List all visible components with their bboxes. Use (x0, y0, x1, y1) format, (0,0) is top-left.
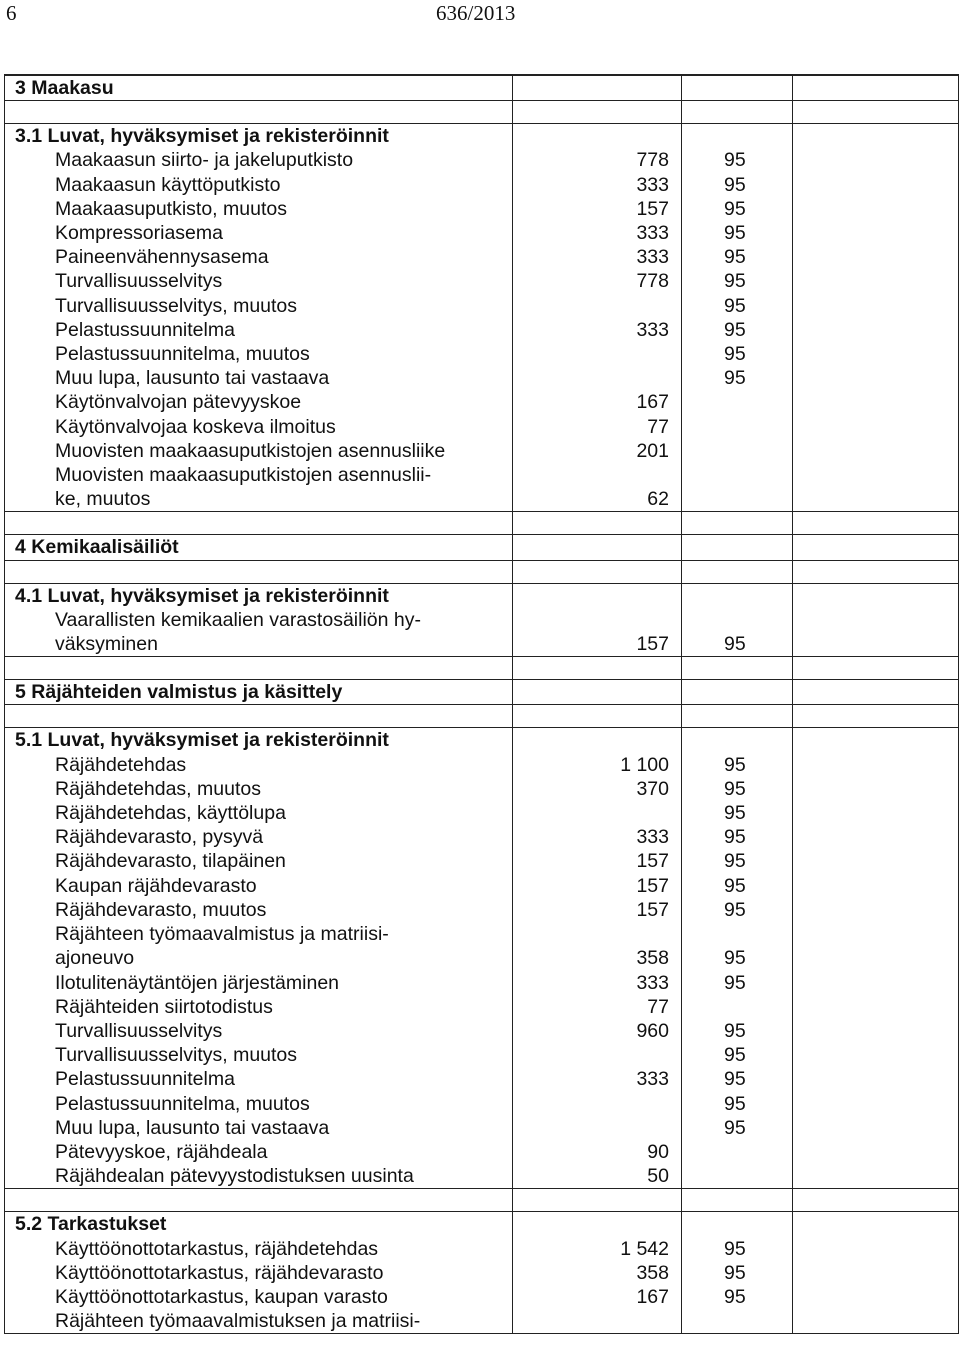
table-row (5, 1116, 958, 1140)
empty-cell (5, 101, 512, 123)
section-heading-row (5, 123, 958, 148)
fee-value: 157 (512, 898, 681, 922)
row-label: Räjähdetehdas (55, 753, 187, 776)
row-label: Kompressoriasema (55, 222, 223, 245)
empty-cell (512, 584, 681, 608)
fee-value: 90 (512, 1140, 681, 1164)
table-row (5, 922, 958, 946)
row-label: Turvallisuusselvitys (55, 270, 223, 293)
empty-cell (792, 753, 958, 777)
empty-cell (681, 584, 792, 608)
percentage-value: 95 (681, 971, 792, 995)
percentage-value (681, 922, 792, 946)
fee-value: 333 (512, 173, 681, 197)
row-label: Pelastussuunnitelma (55, 1068, 235, 1091)
row-label: Maakaasun siirto- ja jakeluputkisto (55, 149, 354, 172)
row-label: Käyttöönottotarkastus, räjähdetehdas (55, 1237, 379, 1260)
empty-cell (792, 1067, 958, 1091)
section-heading: 3.1 Luvat, hyväksymiset ja rekisteröinnit (15, 125, 389, 148)
percentage-value: 95 (681, 245, 792, 269)
table-row (5, 1043, 958, 1067)
percentage-value: 95 (681, 1237, 792, 1261)
table-row (5, 173, 958, 197)
empty-cell (681, 512, 792, 534)
section-heading-row (5, 534, 958, 559)
empty-cell (5, 1189, 512, 1211)
fee-value: 333 (512, 825, 681, 849)
table-row (5, 849, 958, 873)
table-row (5, 1261, 958, 1285)
empty-cell (792, 101, 958, 123)
fee-value: 333 (512, 971, 681, 995)
row-label: Räjähdevarasto, pysyvä (55, 826, 264, 849)
percentage-value: 95 (681, 898, 792, 922)
empty-cell (792, 1189, 958, 1211)
percentage-value: 95 (681, 777, 792, 801)
empty-cell (792, 705, 958, 727)
fee-value (512, 922, 681, 946)
fee-value (512, 366, 681, 390)
table-row (5, 1309, 958, 1334)
row-label: Muovisten maakaasuputkistojen asennuslii- (55, 464, 432, 487)
table-row (5, 971, 958, 995)
empty-cell (792, 874, 958, 898)
percentage-value: 95 (681, 1116, 792, 1140)
percentage-value (681, 415, 792, 439)
percentage-value (681, 439, 792, 463)
table-row (5, 342, 958, 366)
empty-cell (792, 342, 958, 366)
fee-value: 778 (512, 148, 681, 172)
empty-cell (792, 1261, 958, 1285)
fee-value: 157 (512, 874, 681, 898)
fee-table (4, 74, 959, 1334)
empty-cell (792, 680, 958, 704)
fee-value (512, 342, 681, 366)
row-label: Käyttöönottotarkastus, räjähdevarasto (55, 1261, 384, 1284)
fee-value (512, 463, 681, 487)
fee-value (512, 294, 681, 318)
section-heading: 4.1 Luvat, hyväksymiset ja rekisteröinnit (15, 584, 389, 607)
percentage-value: 95 (681, 366, 792, 390)
empty-cell (792, 318, 958, 342)
empty-cell (792, 584, 958, 608)
empty-cell (512, 680, 681, 704)
empty-cell (792, 657, 958, 679)
fee-value (512, 1116, 681, 1140)
row-label: Räjähteen työmaavalmistus ja matriisi- (55, 923, 389, 946)
table-row (5, 487, 958, 511)
row-label: Räjähdetehdas, muutos (55, 777, 261, 800)
empty-cell (681, 680, 792, 704)
empty-cell (512, 512, 681, 534)
empty-cell (792, 221, 958, 245)
empty-cell (792, 390, 958, 414)
empty-cell (792, 245, 958, 269)
section-heading-row (5, 75, 958, 100)
table-row (5, 269, 958, 293)
row-label: Pelastussuunnitelma, muutos (55, 1092, 310, 1115)
row-label: Muu lupa, lausunto tai vastaava (55, 1116, 330, 1139)
spacer-row (5, 1188, 958, 1211)
empty-cell (681, 657, 792, 679)
empty-cell (792, 1019, 958, 1043)
fee-value: 333 (512, 1067, 681, 1091)
empty-cell (681, 561, 792, 583)
empty-cell (792, 946, 958, 970)
empty-cell (792, 922, 958, 946)
table-row (5, 415, 958, 439)
table-row (5, 753, 958, 777)
row-label: Vaarallisten kemikaalien varastosäiliön hy- (55, 608, 421, 631)
empty-cell (792, 1309, 958, 1333)
empty-cell (792, 415, 958, 439)
spacer-row (5, 656, 958, 679)
row-label: Maakaasuputkisto, muutos (55, 197, 287, 220)
fee-value: 201 (512, 439, 681, 463)
percentage-value: 95 (681, 801, 792, 825)
empty-cell (512, 535, 681, 559)
empty-cell (792, 608, 958, 632)
fee-value: 333 (512, 318, 681, 342)
empty-cell (681, 124, 792, 148)
table-row (5, 1164, 958, 1188)
row-label: Räjähteiden siirtotodistus (55, 995, 273, 1018)
percentage-value: 95 (681, 1019, 792, 1043)
table-row (5, 1140, 958, 1164)
row-label: Räjähdealan pätevyystodistuksen uusinta (55, 1165, 414, 1188)
percentage-value (681, 463, 792, 487)
row-label: ajoneuvo (55, 947, 135, 970)
percentage-value: 95 (681, 197, 792, 221)
empty-cell (792, 825, 958, 849)
empty-cell (792, 632, 958, 656)
fee-value: 1 100 (512, 753, 681, 777)
percentage-value: 95 (681, 294, 792, 318)
empty-cell (681, 101, 792, 123)
row-label: Muu lupa, lausunto tai vastaava (55, 367, 330, 390)
fee-value: 167 (512, 1285, 681, 1309)
empty-cell (792, 463, 958, 487)
fee-value: 167 (512, 390, 681, 414)
empty-cell (792, 1285, 958, 1309)
empty-cell (512, 561, 681, 583)
table-row (5, 825, 958, 849)
empty-cell (681, 1189, 792, 1211)
fee-value: 77 (512, 995, 681, 1019)
percentage-value: 95 (681, 825, 792, 849)
percentage-value: 95 (681, 318, 792, 342)
table-row (5, 1285, 958, 1309)
empty-cell (792, 1140, 958, 1164)
fee-value: 157 (512, 849, 681, 873)
fee-value: 333 (512, 245, 681, 269)
fee-value (512, 801, 681, 825)
empty-cell (792, 1212, 958, 1236)
section-heading: 5 Räjähteiden valmistus ja käsittely (15, 681, 343, 704)
table-row (5, 898, 958, 922)
page-number: 6 (6, 1, 17, 25)
fee-value: 370 (512, 777, 681, 801)
table-row (5, 1067, 958, 1091)
empty-cell (792, 512, 958, 534)
row-label: Käytönvalvojaa koskeva ilmoitus (55, 415, 336, 438)
empty-cell (512, 76, 681, 100)
spacer-row (5, 100, 958, 123)
percentage-value: 95 (681, 342, 792, 366)
empty-cell (792, 898, 958, 922)
row-label: Räjähteen työmaavalmistuksen ja matriisi- (55, 1310, 421, 1333)
percentage-value: 95 (681, 849, 792, 873)
row-label: Ilotulitenäytäntöjen järjestäminen (55, 971, 340, 994)
empty-cell (792, 1237, 958, 1261)
table-row (5, 946, 958, 970)
table-row (5, 608, 958, 632)
percentage-value: 95 (681, 148, 792, 172)
fee-value (512, 1043, 681, 1067)
table-row (5, 390, 958, 414)
page-header (0, 0, 960, 30)
empty-cell (792, 148, 958, 172)
empty-cell (792, 124, 958, 148)
empty-cell (792, 173, 958, 197)
row-label: väksyminen (55, 633, 158, 656)
row-label: Räjähdevarasto, muutos (55, 898, 267, 921)
table-row (5, 1019, 958, 1043)
section-heading: 3 Maakasu (15, 77, 114, 99)
empty-cell (5, 657, 512, 679)
percentage-value: 95 (681, 874, 792, 898)
empty-cell (792, 487, 958, 511)
section-heading: 5.2 Tarkastukset (15, 1213, 167, 1236)
empty-cell (792, 849, 958, 873)
empty-cell (792, 76, 958, 100)
fee-value: 1 542 (512, 1237, 681, 1261)
empty-cell (681, 76, 792, 100)
row-label: Käyttöönottotarkastus, kaupan varasto (55, 1285, 388, 1308)
row-label: ke, muutos (55, 488, 151, 511)
empty-cell (512, 657, 681, 679)
empty-cell (512, 101, 681, 123)
percentage-value (681, 390, 792, 414)
percentage-value: 95 (681, 753, 792, 777)
empty-cell (512, 124, 681, 148)
row-label: Käytönvalvojan pätevyyskoe (55, 391, 302, 414)
fee-value: 50 (512, 1164, 681, 1188)
section-heading: 5.1 Luvat, hyväksymiset ja rekisteröinnit (15, 729, 389, 752)
empty-cell (792, 366, 958, 390)
empty-cell (792, 971, 958, 995)
empty-cell (792, 294, 958, 318)
empty-cell (792, 995, 958, 1019)
table-row (5, 245, 958, 269)
table-row (5, 197, 958, 221)
fee-value (512, 608, 681, 632)
percentage-value (681, 1140, 792, 1164)
table-row (5, 318, 958, 342)
row-label: Paineenvähennysasema (55, 246, 269, 269)
fee-value: 62 (512, 487, 681, 511)
section-heading-row (5, 583, 958, 608)
empty-cell (512, 1189, 681, 1211)
section-heading: 4 Kemikaalisäiliöt (15, 536, 179, 559)
spacer-row (5, 560, 958, 583)
empty-cell (792, 1164, 958, 1188)
section-heading-row (5, 727, 958, 752)
fee-value (512, 1309, 681, 1333)
row-label: Räjähdevarasto, tilapäinen (55, 850, 286, 873)
table-row (5, 148, 958, 172)
fee-value: 358 (512, 1261, 681, 1285)
percentage-value (681, 1309, 792, 1333)
fee-value (512, 1092, 681, 1116)
row-label: Kaupan räjähdevarasto (55, 874, 257, 897)
empty-cell (792, 777, 958, 801)
row-label: Räjähdetehdas, käyttölupa (55, 802, 286, 825)
percentage-value: 95 (681, 1261, 792, 1285)
empty-cell (792, 269, 958, 293)
row-label: Pelastussuunnitelma (55, 318, 235, 341)
table-row (5, 1092, 958, 1116)
empty-cell (5, 512, 512, 534)
table-row (5, 801, 958, 825)
percentage-value: 95 (681, 632, 792, 656)
empty-cell (792, 728, 958, 752)
empty-cell (5, 705, 512, 727)
row-label: Turvallisuusselvitys (55, 1019, 223, 1042)
empty-cell (792, 801, 958, 825)
section-heading-row (5, 1211, 958, 1236)
section-heading-row (5, 679, 958, 704)
empty-cell (512, 728, 681, 752)
document-id: 636/2013 (436, 1, 516, 25)
empty-cell (792, 561, 958, 583)
table-row (5, 439, 958, 463)
fee-value: 960 (512, 1019, 681, 1043)
table-row (5, 632, 958, 656)
empty-cell (792, 439, 958, 463)
percentage-value: 95 (681, 1043, 792, 1067)
table-row (5, 294, 958, 318)
table-row (5, 366, 958, 390)
table-row (5, 463, 958, 487)
table-row (5, 874, 958, 898)
empty-cell (681, 1212, 792, 1236)
fee-value: 77 (512, 415, 681, 439)
percentage-value: 95 (681, 269, 792, 293)
row-label: Muovisten maakaasuputkistojen asennusliike (55, 439, 446, 462)
empty-cell (792, 1116, 958, 1140)
empty-cell (512, 705, 681, 727)
table-row (5, 221, 958, 245)
percentage-value: 95 (681, 173, 792, 197)
spacer-row (5, 511, 958, 534)
empty-cell (792, 1043, 958, 1067)
empty-cell (792, 197, 958, 221)
fee-value: 778 (512, 269, 681, 293)
row-label: Pelastussuunnitelma, muutos (55, 343, 310, 366)
empty-cell (681, 705, 792, 727)
percentage-value (681, 608, 792, 632)
percentage-value: 95 (681, 221, 792, 245)
percentage-value: 95 (681, 1067, 792, 1091)
table-row (5, 995, 958, 1019)
row-label: Turvallisuusselvitys, muutos (55, 294, 298, 317)
percentage-value: 95 (681, 1092, 792, 1116)
empty-cell (512, 1212, 681, 1236)
percentage-value: 95 (681, 1285, 792, 1309)
percentage-value (681, 1164, 792, 1188)
empty-cell (792, 535, 958, 559)
fee-value: 358 (512, 946, 681, 970)
row-label: Pätevyyskoe, räjähdeala (55, 1140, 268, 1163)
spacer-row (5, 704, 958, 727)
table-row (5, 777, 958, 801)
fee-value: 157 (512, 632, 681, 656)
percentage-value (681, 487, 792, 511)
table-row (5, 1237, 958, 1261)
fee-value: 157 (512, 197, 681, 221)
percentage-value (681, 995, 792, 1019)
percentage-value: 95 (681, 946, 792, 970)
row-label: Turvallisuusselvitys, muutos (55, 1044, 298, 1067)
row-label: Maakaasun käyttöputkisto (55, 173, 281, 196)
empty-cell (681, 728, 792, 752)
empty-cell (5, 561, 512, 583)
empty-cell (681, 535, 792, 559)
fee-value: 333 (512, 221, 681, 245)
empty-cell (792, 1092, 958, 1116)
